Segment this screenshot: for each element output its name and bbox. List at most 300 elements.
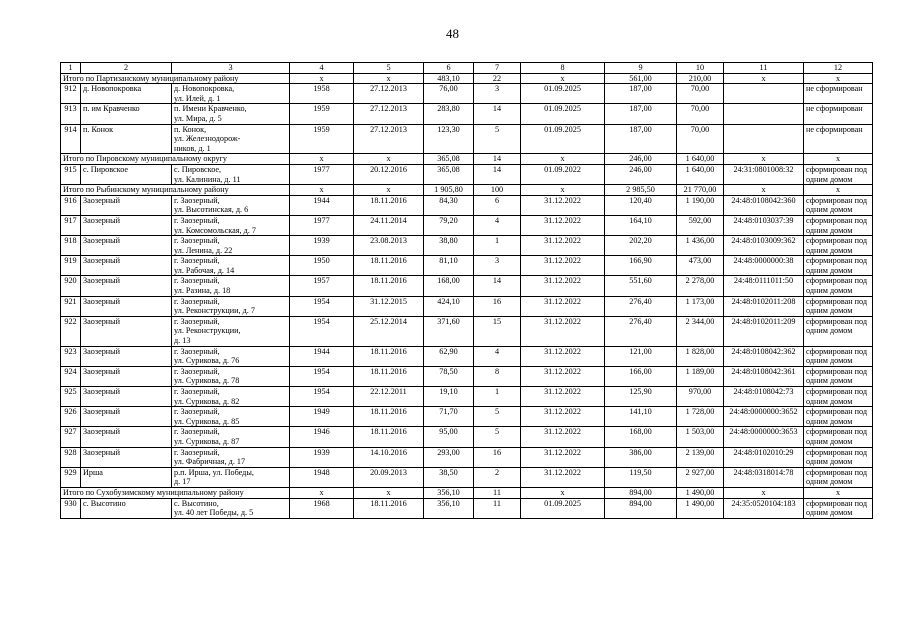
subtotal-cell: x [354,73,424,84]
recognition-date: 14.10.2016 [354,447,424,467]
address [172,346,290,366]
land-status [804,316,873,346]
area: 283,80 [424,104,474,124]
subtotal-cell: x [290,73,354,84]
cadastral-number [724,104,804,124]
residents-count: 14 [474,104,521,124]
land-status-line: не сформирован [806,124,863,134]
area: 76,00 [424,84,474,104]
build-year: 1946 [290,427,354,447]
settlement-name: д. Новопокровка [81,84,172,104]
land-status [804,84,873,104]
value-col-10: 1 828,00 [677,346,724,366]
address-line: г. Заозерный, [174,215,220,225]
address [172,256,290,276]
land-status-line: одним домом [806,286,853,296]
build-year: 1944 [290,195,354,215]
address [172,276,290,296]
row-number: 930 [61,498,81,518]
build-year: 1958 [290,84,354,104]
address-line: г. Заозерный, [174,407,220,417]
subtotal-cell: 561,00 [605,73,677,84]
land-status-line: сформирован под [806,407,868,417]
build-year: 1959 [290,104,354,124]
land-status-line: сформирован под [806,296,868,306]
land-status [804,387,873,407]
value-col-10: 592,00 [677,215,724,235]
address-line: г. Заозерный, [174,427,220,437]
subtotal-cell: x [804,185,873,196]
area: 81,10 [424,256,474,276]
value-col-9: 168,00 [605,427,677,447]
subtotal-row [61,185,873,196]
value-col-9: 276,40 [605,316,677,346]
recognition-date: 18.11.2016 [354,276,424,296]
recognition-date: 18.11.2016 [354,346,424,366]
area: 293,00 [424,447,474,467]
land-status-line: одним домом [806,436,853,446]
land-status-line: сформирован под [806,256,868,266]
row-number: 917 [61,215,81,235]
address-line: г. Заозерный, [174,346,220,356]
subtotal-cell: 356,10 [424,487,474,498]
subtotal-cell: x [354,154,424,165]
address-line: д. Новопокровка, [174,84,235,94]
value-col-10: 1 189,00 [677,366,724,386]
address-line: ул. Мира, д. 5 [174,113,222,123]
value-col-9: 125,90 [605,387,677,407]
address-line: г. Заозерный, [174,276,220,286]
settlement-name: Заозерный [81,447,172,467]
settlement-name: с. Высотино [81,498,172,518]
settlement-name: Заозерный [81,366,172,386]
subtotal-label: Итого по Рыбинскому муниципальному району [61,185,290,196]
recognition-date: 31.12.2015 [354,296,424,316]
column-number: 11 [724,63,804,74]
residents-count: 4 [474,346,521,366]
value-col-9: 551,60 [605,276,677,296]
cadastral-number: 24:48:0102011:208 [724,296,804,316]
subtotal-cell: 14 [474,154,521,165]
value-col-9: 187,00 [605,104,677,124]
area: 62,90 [424,346,474,366]
address-line: д. 13 [174,336,191,346]
value-col-10: 70,00 [677,84,724,104]
address-line: с. Пировское, [174,164,222,174]
cadastral-number [724,84,804,104]
row-number: 929 [61,467,81,487]
row-number: 920 [61,276,81,296]
cadastral-number: 24:48:0108042:360 [724,195,804,215]
area: 19,10 [424,387,474,407]
area: 84,30 [424,195,474,215]
area: 95,00 [424,427,474,447]
value-col-10: 1 640,00 [677,164,724,184]
value-col-9: 164,10 [605,215,677,235]
row-number: 919 [61,256,81,276]
address-line: ул. Илей, д. 1 [174,93,221,103]
land-status-line: не сформирован [806,104,863,114]
recognition-date: 27.12.2013 [354,104,424,124]
residents-count: 14 [474,276,521,296]
residents-count: 5 [474,407,521,427]
address [172,498,290,518]
subtotal-cell: 1 490,00 [677,487,724,498]
build-year: 1949 [290,407,354,427]
land-status [804,296,873,316]
table-row [61,84,873,104]
address-line: д. 17 [174,477,191,487]
value-col-10: 1 436,00 [677,236,724,256]
subtotal-cell: 210,00 [677,73,724,84]
column-number: 5 [354,63,424,74]
value-col-9: 276,40 [605,296,677,316]
land-status-line: сформирован под [806,467,868,477]
value-col-9: 187,00 [605,124,677,154]
settlement-name: Ирша [81,467,172,487]
subtotal-label: Итого по Сухобузимскому муниципальному району [61,487,290,498]
row-number: 928 [61,447,81,467]
subtotal-row [61,154,873,165]
address [172,387,290,407]
settlement-name: п. им Кравченко [81,104,172,124]
value-col-9: 121,00 [605,346,677,366]
cadastral-number: 24:48:0000000:38 [724,256,804,276]
value-col-10: 2 344,00 [677,316,724,346]
table-row [61,164,873,184]
address-line: ул. Реконструкции, д. 7 [174,306,255,316]
residents-count: 11 [474,498,521,518]
land-status-line: сформирован под [806,164,868,174]
recognition-date: 18.11.2016 [354,366,424,386]
residents-count: 16 [474,447,521,467]
resettlement-term: 31.12.2022 [521,316,605,346]
subtotal-cell: 1 905,80 [424,185,474,196]
address-line: г. Заозерный, [174,316,220,326]
build-year: 1950 [290,256,354,276]
column-number: 1 [61,63,81,74]
value-col-10: 1 190,00 [677,195,724,215]
value-col-9: 120,40 [605,195,677,215]
address-line: г. Заозерный, [174,236,220,246]
address-line: п. Имени Кравченко, [174,104,247,114]
value-col-10: 1 490,00 [677,498,724,518]
value-col-9: 141,10 [605,407,677,427]
resettlement-term: 01.09.2025 [521,104,605,124]
address-line: с. Высотино, [174,498,219,508]
settlement-name: Заозерный [81,256,172,276]
land-status-line: одним домом [806,457,853,467]
land-status-line: одним домом [806,477,853,487]
table-row [61,215,873,235]
land-status [804,346,873,366]
value-col-9: 246,00 [605,164,677,184]
subtotal-cell: 483,10 [424,73,474,84]
land-status [804,447,873,467]
value-col-10: 1 173,00 [677,296,724,316]
row-number: 916 [61,195,81,215]
settlement-name: Заозерный [81,296,172,316]
subtotal-cell: 1 640,00 [677,154,724,165]
table-row [61,387,873,407]
address-line: г. Заозерный, [174,387,220,396]
land-status [804,256,873,276]
subtotal-cell: x [290,487,354,498]
value-col-10: 970,00 [677,387,724,407]
land-status [804,498,873,518]
value-col-10: 2 278,00 [677,276,724,296]
cadastral-number: 24:48:0108042:361 [724,366,804,386]
subtotal-cell: x [521,154,605,165]
cadastral-number: 24:48:0102011:209 [724,316,804,346]
cadastral-number: 24:48:0102010:29 [724,447,804,467]
build-year: 1954 [290,387,354,407]
subtotal-cell: x [724,185,804,196]
recognition-date: 27.12.2013 [354,124,424,154]
build-year: 1944 [290,346,354,366]
build-year: 1954 [290,296,354,316]
area: 123,30 [424,124,474,154]
land-status-line: сформирован под [806,236,868,246]
address-line: ул. 40 лет Победы, д. 5 [174,508,254,518]
residents-count: 2 [474,467,521,487]
resettlement-term: 31.12.2022 [521,215,605,235]
address [172,366,290,386]
area: 168,00 [424,276,474,296]
settlement-name: Заозерный [81,236,172,256]
register-table-body [61,63,873,519]
residents-count: 1 [474,236,521,256]
land-status-line: одним домом [806,205,853,215]
subtotal-cell: 21 770,00 [677,185,724,196]
table-row [61,498,873,518]
recognition-date: 23.08.2013 [354,236,424,256]
column-number: 4 [290,63,354,74]
table-row [61,104,873,124]
resettlement-term: 31.12.2022 [521,256,605,276]
residents-count: 4 [474,215,521,235]
cadastral-number: 24:48:0108042:362 [724,346,804,366]
table-row [61,236,873,256]
address [172,296,290,316]
table-row [61,467,873,487]
register-table [60,62,873,519]
land-status-line: одним домом [806,306,853,316]
land-status-line: не сформирован [806,84,863,94]
value-col-10: 70,00 [677,124,724,154]
resettlement-term: 31.12.2022 [521,467,605,487]
table-row [61,447,873,467]
residents-count: 8 [474,366,521,386]
settlement-name: Заозерный [81,215,172,235]
value-col-9: 187,00 [605,84,677,104]
value-col-9: 202,20 [605,236,677,256]
subtotal-cell: 894,00 [605,487,677,498]
row-number: 918 [61,236,81,256]
recognition-date: 18.11.2016 [354,407,424,427]
row-number: 923 [61,346,81,366]
settlement-name: Заозерный [81,316,172,346]
column-number: 8 [521,63,605,74]
column-number: 6 [424,63,474,74]
settlement-name: Заозерный [81,276,172,296]
row-number: 924 [61,366,81,386]
table-row [61,346,873,366]
subtotal-cell: x [521,487,605,498]
address [172,195,290,215]
residents-count: 5 [474,427,521,447]
address-line: ул. Сурикова, д. 87 [174,436,240,446]
address-line: ул. Ленина, д. 22 [174,245,233,255]
address-line: ул. Сурикова, д. 76 [174,356,240,366]
address-line: ул. Рабочая, д. 14 [174,265,235,275]
cadastral-number: 24:48:0103009:362 [724,236,804,256]
recognition-date: 18.11.2016 [354,498,424,518]
land-status-line: одним домом [806,356,853,366]
address [172,84,290,104]
cadastral-number: 24:31:0801008:32 [724,164,804,184]
address [172,447,290,467]
row-number: 925 [61,387,81,407]
cadastral-number: 24:48:0318014:78 [724,467,804,487]
residents-count: 14 [474,164,521,184]
land-status [804,215,873,235]
subtotal-cell: 22 [474,73,521,84]
recognition-date: 20.09.2013 [354,467,424,487]
subtotal-cell: x [354,487,424,498]
land-status-line: одним домом [806,416,853,426]
land-status-line: сформирован под [806,366,868,376]
table-row [61,316,873,346]
resettlement-term: 31.12.2022 [521,407,605,427]
value-col-10: 473,00 [677,256,724,276]
resettlement-term: 01.09.2022 [521,164,605,184]
settlement-name: Заозерный [81,387,172,407]
recognition-date: 18.11.2016 [354,256,424,276]
recognition-date: 25.12.2014 [354,316,424,346]
address [172,316,290,346]
value-col-10: 1 728,00 [677,407,724,427]
address [172,124,290,154]
land-status-line: одним домом [806,265,853,275]
settlement-name: Заозерный [81,195,172,215]
resettlement-term: 01.09.2025 [521,498,605,518]
subtotal-cell: x [804,73,873,84]
build-year: 1954 [290,316,354,346]
row-number: 915 [61,164,81,184]
address [172,407,290,427]
area: 79,20 [424,215,474,235]
subtotal-cell: x [724,154,804,165]
resettlement-term: 31.12.2022 [521,387,605,407]
subtotal-cell: x [804,487,873,498]
address-line: г. Заозерный, [174,195,220,205]
build-year: 1977 [290,164,354,184]
settlement-name: Заозерный [81,407,172,427]
column-number: 2 [81,63,172,74]
column-number: 10 [677,63,724,74]
subtotal-cell: 365,08 [424,154,474,165]
land-status-line: одним домом [806,225,853,235]
row-number: 913 [61,104,81,124]
page-number: 48 [446,26,459,41]
area: 356,10 [424,498,474,518]
address-line: п. Конок, [174,124,207,134]
table-row [61,296,873,316]
subtotal-cell: 100 [474,185,521,196]
resettlement-term: 01.09.2025 [521,84,605,104]
land-status-line: одним домом [806,245,853,255]
settlement-name: с. Пировское [81,164,172,184]
cadastral-number [724,124,804,154]
settlement-name: п. Конок [81,124,172,154]
cadastral-number: 24:48:0000000:3653 [724,427,804,447]
land-status-line: сформирован под [806,498,868,508]
address-line: г. Заозерный, [174,447,220,457]
subtotal-label: Итого по Пировскому муниципальному округу [61,154,290,165]
address [172,427,290,447]
land-status-line: сформирован под [806,447,868,457]
resettlement-term: 31.12.2022 [521,447,605,467]
land-status-line: одним домом [806,396,853,406]
table-row [61,124,873,154]
recognition-date: 18.11.2016 [354,195,424,215]
resettlement-term: 31.12.2022 [521,366,605,386]
cadastral-number: 24:35:0520104:183 [724,498,804,518]
area: 424,10 [424,296,474,316]
resettlement-term: 31.12.2022 [521,236,605,256]
address-line: ул. Железнодорож- [174,134,241,144]
table-row [61,276,873,296]
land-status-line: одним домом [806,376,853,386]
residents-count: 16 [474,296,521,316]
land-status-line: сформирован под [806,387,868,396]
subtotal-cell: 2 985,50 [605,185,677,196]
settlement-name: Заозерный [81,427,172,447]
address-line: ул. Высотинская, д. 6 [174,205,249,215]
subtotal-cell: x [521,185,605,196]
land-status [804,366,873,386]
subtotal-cell: x [290,154,354,165]
residents-count: 3 [474,256,521,276]
area: 71,70 [424,407,474,427]
column-number: 3 [172,63,290,74]
land-status [804,124,873,154]
subtotal-cell: x [804,154,873,165]
build-year: 1977 [290,215,354,235]
address-line: ул. Реконструкции, [174,326,241,336]
land-status [804,195,873,215]
area: 38,50 [424,467,474,487]
value-col-9: 119,50 [605,467,677,487]
table-row [61,366,873,386]
value-col-9: 166,00 [605,366,677,386]
address-line: ул. Фабричная, д. 17 [174,457,246,467]
land-status [804,427,873,447]
address [172,215,290,235]
resettlement-term: 31.12.2022 [521,346,605,366]
address [172,467,290,487]
subtotal-label: Итого по Партизанскому муниципальному району [61,73,290,84]
residents-count: 3 [474,84,521,104]
address-line: г. Заозерный, [174,296,220,306]
table-row [61,195,873,215]
row-number: 922 [61,316,81,346]
row-number: 914 [61,124,81,154]
subtotal-cell: 246,00 [605,154,677,165]
land-status [804,276,873,296]
subtotal-cell: x [521,73,605,84]
